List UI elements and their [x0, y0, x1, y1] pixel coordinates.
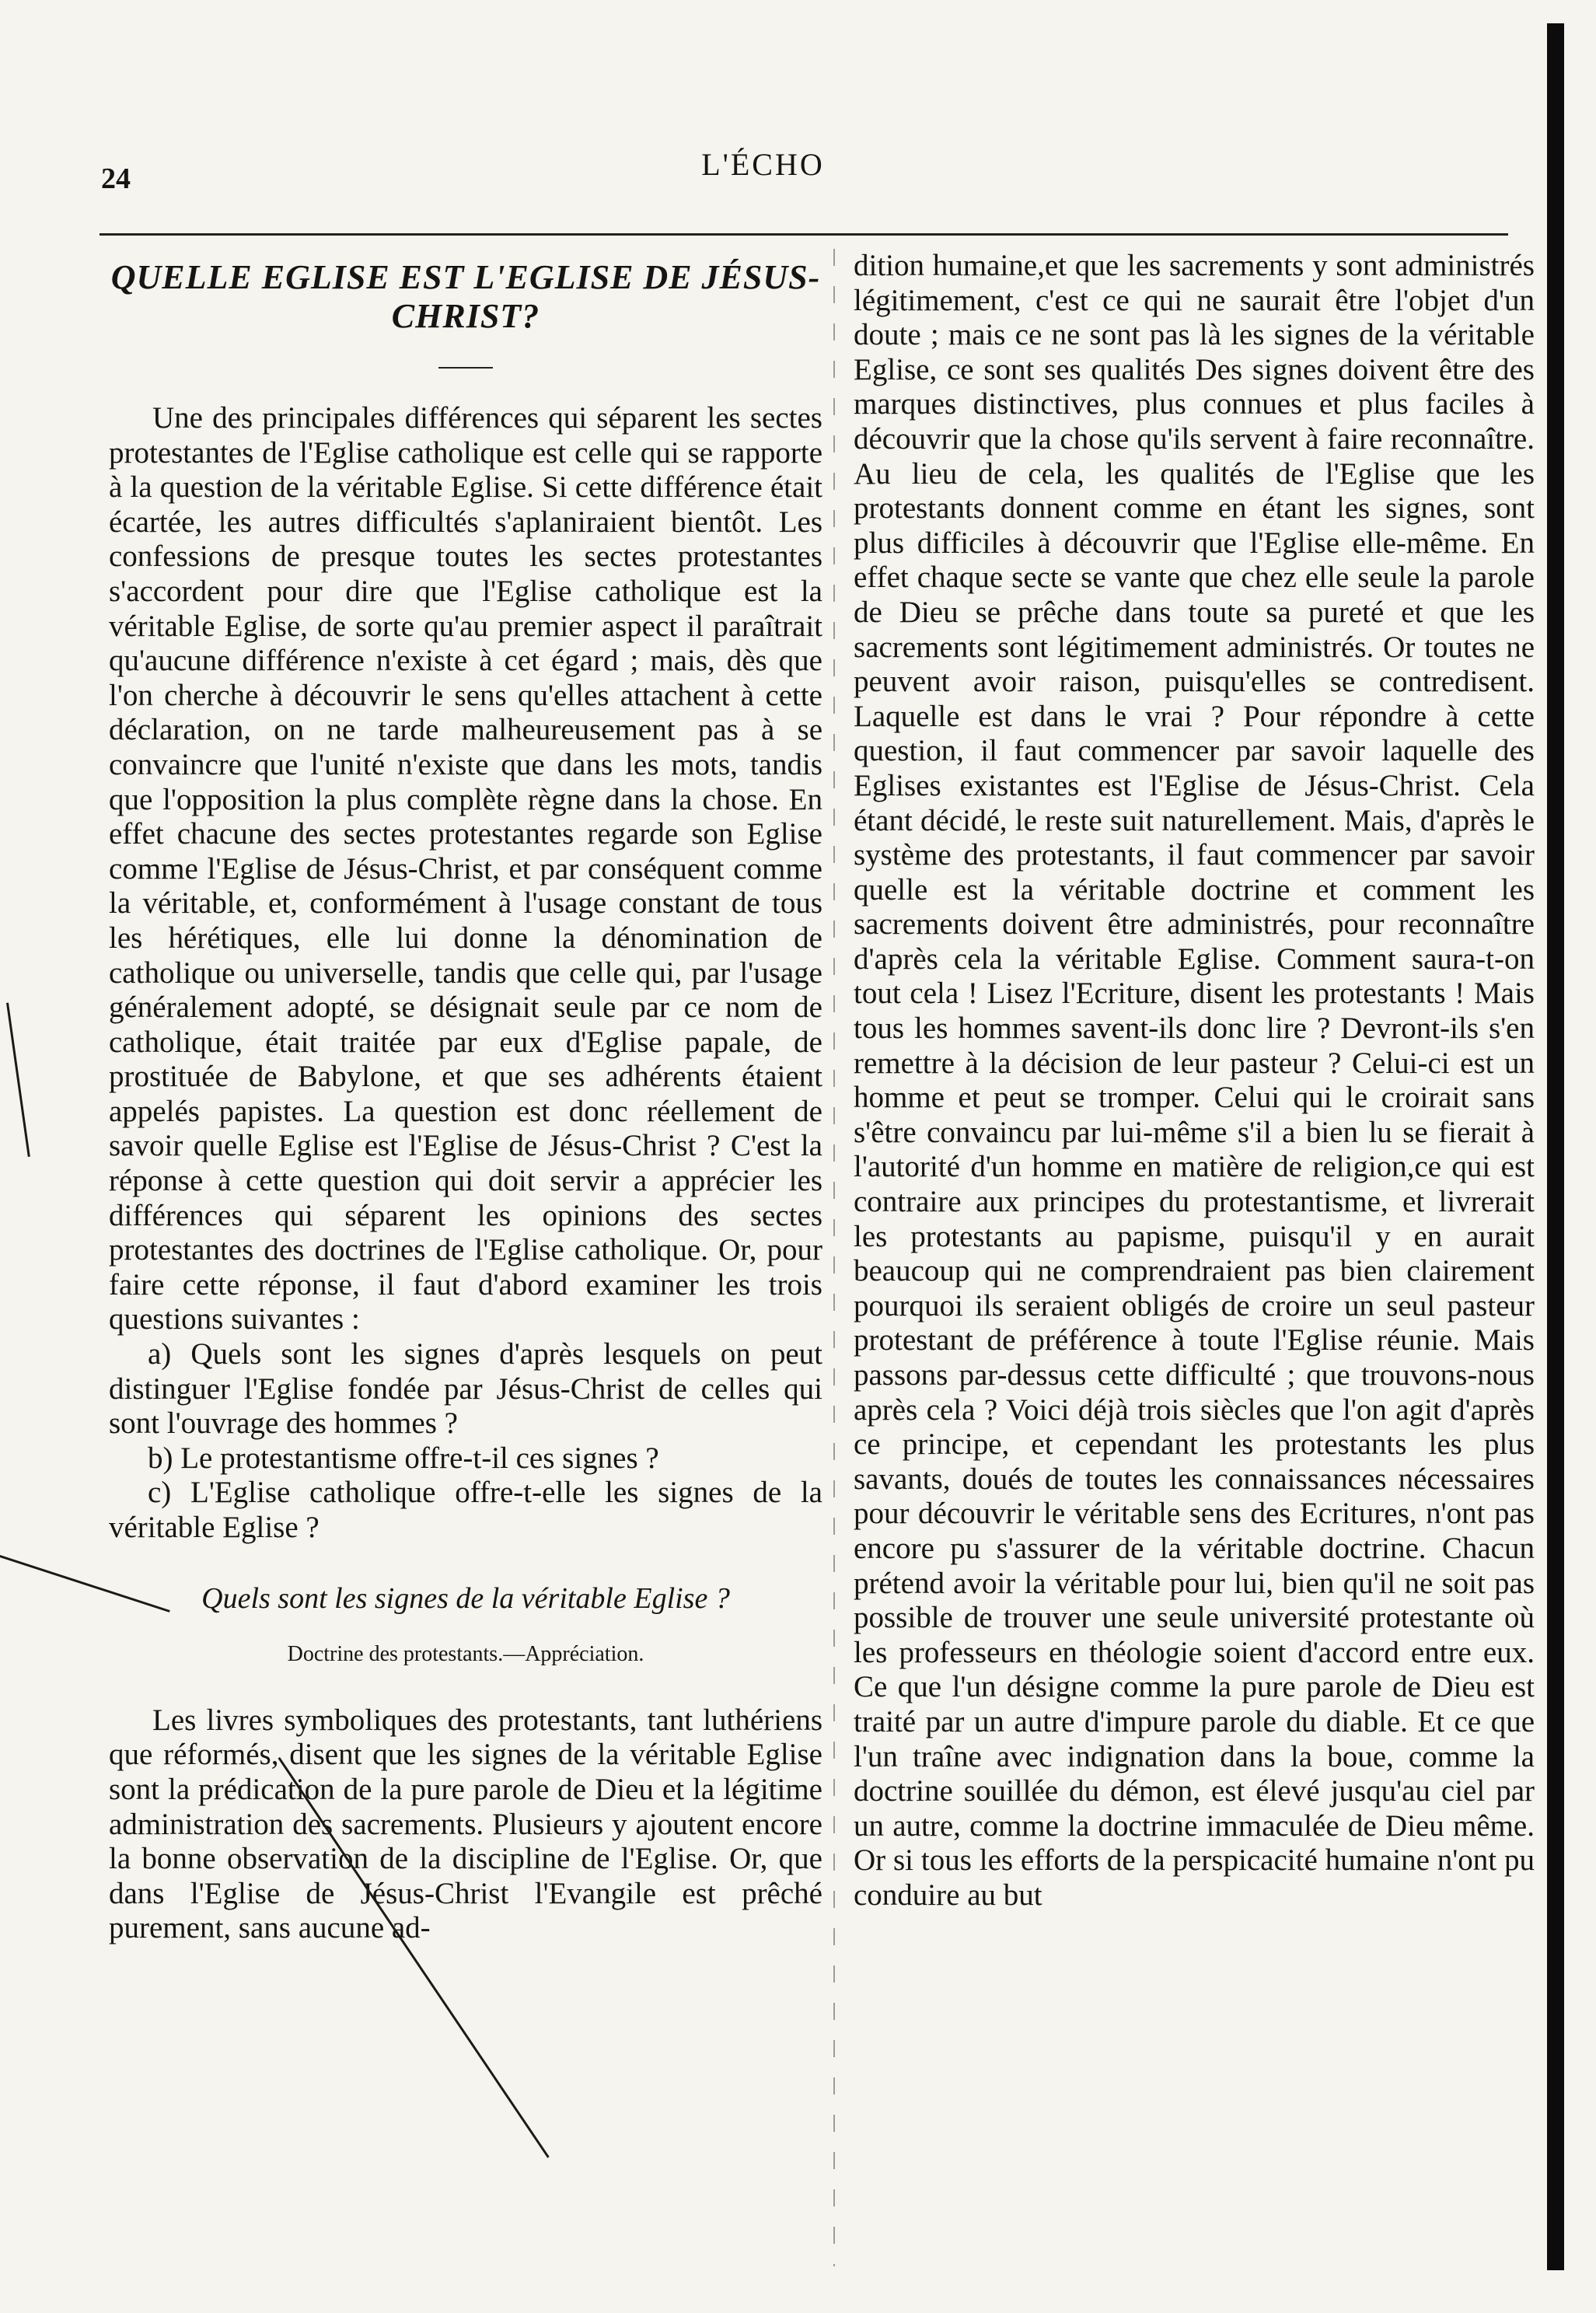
- left-column: [109, 249, 822, 1946]
- question-a: a) Quels sont les signes d'après lesquels on peut distinguer l'Eglise fondée par Jésus-Christ de celles qui sont l'ouvrage des hommes ?: [109, 1337, 822, 1441]
- scan-stroke: [6, 1003, 30, 1157]
- article-title: QUELLE EGLISE EST L'EGLISE DE JÉSUS-CHRIST?: [110, 258, 821, 335]
- page-number: 24: [101, 162, 131, 195]
- question-c: c) L'Eglise catholique offre-t-elle les signes de la véritable Eglise ?: [109, 1476, 822, 1544]
- question-b: b) Le protestantisme offre-t-il ces signes ?: [148, 1441, 659, 1475]
- title-rule: [438, 367, 493, 369]
- section-paragraph: Les livres symboliques des protestants, tant luthériens que réformés, disent que les signes de la véritable Eglise sont la prédication de la pure parole de Dieu et la légitime administration des sacrements. Plusieurs y ajoutent encore la bonne observation de la discipline de l'Eglise. Or, que dans l'Eglise de Jésus-Christ l'Evangile est prêché purement, sans aucune ad-: [109, 1703, 822, 1945]
- header-rule: [100, 233, 1508, 236]
- section-title: Quels sont les signes de la véritable Eglise ?: [201, 1581, 730, 1615]
- right-column: [854, 249, 1535, 1913]
- journal-title: L'ÉCHO: [701, 147, 825, 182]
- intro-paragraph: Une des principales différences qui séparent les sectes protestantes de l'Eglise catholique est celle qui se rapporte à la question de la véritable Eglise. Si cette différence était écartée, les autres difficultés s'aplaniraient bientôt. Les confessions de presque toutes les sectes protestantes s'accordent pour dire que l'Eglise catholique est la véritable Eglise, de sorte qu'au premier aspect il paraîtrait qu'aucune différence n'existe à cet égard ; mais, dès que l'on cherche à découvrir le sens qu'elles attachent à cette déclaration, on ne tarde malheureusement pas à se convaincre que l'unité n'existe que dans les mots, tandis que l'opposition la plus complète règne dans la chose. En effet chacune des sectes protestantes regarde son Eglise comme l'Eglise de Jésus-Christ, et par conséquent comme la véritable, et, conformément à l'usage constant de tous les hérétiques, elle lui donne la dénomination de catholique ou universelle, tandis que celle qui, par l'usage généralement adopté, se désignait seule par ce nom de catholique, était traitée par eux d'Eglise papale, de prostituée de Babylone, et que ses adhérents étaient appelés papistes. La question est donc réellement de savoir quelle Eglise est l'Eglise de Jésus-Christ ? C'est la réponse à cette question qui doit servir a apprécier les différences qui séparent les opinions des sectes protestantes des doctrines de l'Eglise catholique. Or, pour faire cette réponse, il faut d'abord examiner les trois questions suivantes :: [109, 401, 822, 1336]
- column-divider: [833, 249, 835, 2266]
- subsection-title: Doctrine des protestants.—Appréciation.: [287, 1642, 644, 1667]
- scan-edge-bar: [1547, 23, 1564, 2270]
- right-column-text: dition humaine,et que les sacrements y sont administrés légitimement, c'est ce qui ne saurait être l'objet d'un doute ; mais ce ne sont pas là les signes de la véritable Eglise, ce sont ses qualités Des signes doivent être des marques distinctives, plus connues et plus faciles à découvrir que la chose qu'ils servent à faire reconnaître. Au lieu de cela, les qualités de l'Eglise que les protestants donnent comme en étant les signes, sont plus difficiles à découvrir que l'Eglise elle-même. En effet chaque secte se vante que chez elle seule la parole de Dieu se prêche dans toute sa pureté et que les sacrements sont légitimement administrés. Or toutes ne peuvent avoir raison, puisqu'elles se contredisent. Laquelle est dans le vrai ? Pour répondre à cette question, il faut commencer par savoir laquelle des Eglises existantes est l'Eglise de Jésus-Christ. Cela étant décidé, le reste suit naturellement. Mais, d'après le système des protestants, il faut commencer par savoir quelle est la véritable doctrine et comment les sacrements doivent être administrés, pour reconnaître d'après cela la véritable Eglise. Comment saura-t-on tout cela ! Lisez l'Ecriture, disent les protestants ! Mais tous les hommes savent-ils donc lire ? Devront-ils s'en remettre à la décision de leur pasteur ? Celui-ci est un homme et peut se tromper. Celui qui le croirait sans s'être convaincu par lui-même s'il a bien lu se fierait à l'autorité d'un homme en matière de religion,ce qui est contraire aux principes du protestantisme, et livrerait les protestants au papisme, puisqu'il y en aurait beaucoup qui ne comprendraient pas bien clairement pourquoi ils seraient obligés de croire un seul pasteur protestant de préférence à toute l'Eglise réunie. Mais passons par-dessus cette difficulté ; que trouvons-nous après cela ? Voici déjà trois siècles que l'on agit d'après ce principe, et cependant les protestants les plus savants, doués de toutes les connaissances nécessaires pour découvrir le véritable sens des Ecritures, n'ont pas encore pu s'assurer de la véritable doctrine. Chacun prétend avoir la véritable pour lui, bien qu'il ne soit pas possible de trouver une seule université protestante où les professeurs en théologie soient d'accord entre eux. Ce que l'un désigne comme la pure parole de Dieu est traité par un autre d'impure parole du diable. Et ce que l'un traîne avec indignation dans la boue, comme la doctrine souillée du démon, est élevé jusqu'au ciel par un autre, comme la doctrine immaculée de Dieu même. Or si tous les efforts de la perspicacité humaine n'ont pu conduire au but: [854, 249, 1535, 1912]
